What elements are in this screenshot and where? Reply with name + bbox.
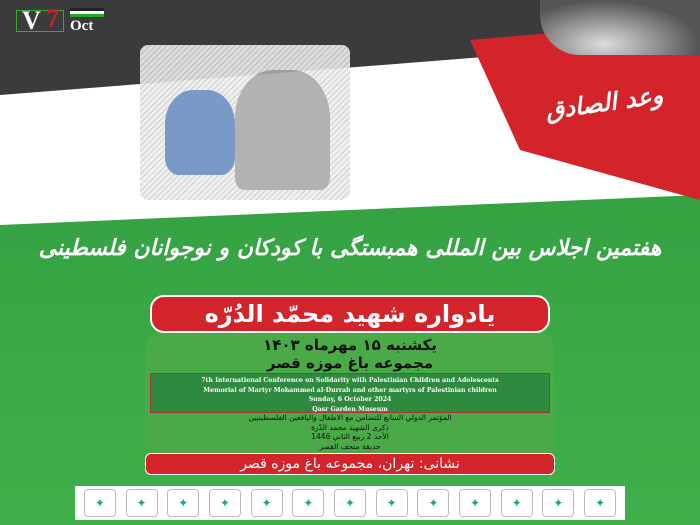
sponsor-logo-icon: ✦: [417, 489, 449, 517]
english-line: Sunday, 6 October 2024: [308, 396, 392, 403]
english-line: 7th International Conference on Solidarity with Palestinian Children and Adolescents: [201, 377, 499, 384]
sponsor-logo-icon: ✦: [584, 489, 616, 517]
sketch-illustration: [140, 45, 350, 200]
date-persian: یکشنبه ۱۵ مهرماه ۱۴۰۳: [263, 336, 437, 354]
english-line: Qasr Garden Museum: [312, 405, 388, 413]
headline: هفتمین اجلاس بین المللی همبستگی با کودکان و نوجوانان فلسطینی: [38, 235, 662, 261]
7-oct-logo: V 7 Oct: [8, 6, 108, 36]
sponsor-logo-icon: ✦: [167, 489, 199, 517]
leaders-portrait: [540, 0, 700, 55]
arabic-line: حديقة متحف القصر: [319, 441, 381, 451]
address: نشانی: تهران، مجموعه باغ موزه قصر: [145, 453, 555, 475]
sponsor-logo-icon: ✦: [251, 489, 283, 517]
arabic-line: ذكرى الشهيد محمد الدّرة: [311, 422, 389, 432]
sponsor-logo-icon: ✦: [459, 489, 491, 517]
sponsor-logo-icon: ✦: [501, 489, 533, 517]
sponsor-logo-icon: ✦: [542, 489, 574, 517]
sponsor-logo-icon: ✦: [292, 489, 324, 517]
sponsor-logos: [75, 486, 625, 520]
arabic-info: [150, 413, 550, 453]
event-title: یادواره شهید محمّد الدُرّه: [150, 295, 550, 333]
sponsor-logo-icon: ✦: [209, 489, 241, 517]
sponsor-logo-icon: ✦: [126, 489, 158, 517]
sponsor-logo-icon: ✦: [84, 489, 116, 517]
sponsor-logo-icon: ✦: [376, 489, 408, 517]
arabic-line: الأحد 2 ربيع الثاني 1446: [311, 432, 389, 442]
english-info: [150, 373, 550, 413]
arabic-line: المؤتمر الدولي السابع للتضامن مع الاطفال واليافعين الفلسطينيين: [248, 413, 452, 422]
venue-persian: مجموعه باغ موزه قصر: [266, 354, 434, 372]
english-line: Memorial of Martyr Mohammed al-Durrah and other martyrs of Palestinian children: [203, 386, 497, 394]
slogan: وعد الصادق: [543, 79, 665, 126]
sponsor-logo-icon: ✦: [334, 489, 366, 517]
palestine-flag-icon: [70, 8, 104, 17]
